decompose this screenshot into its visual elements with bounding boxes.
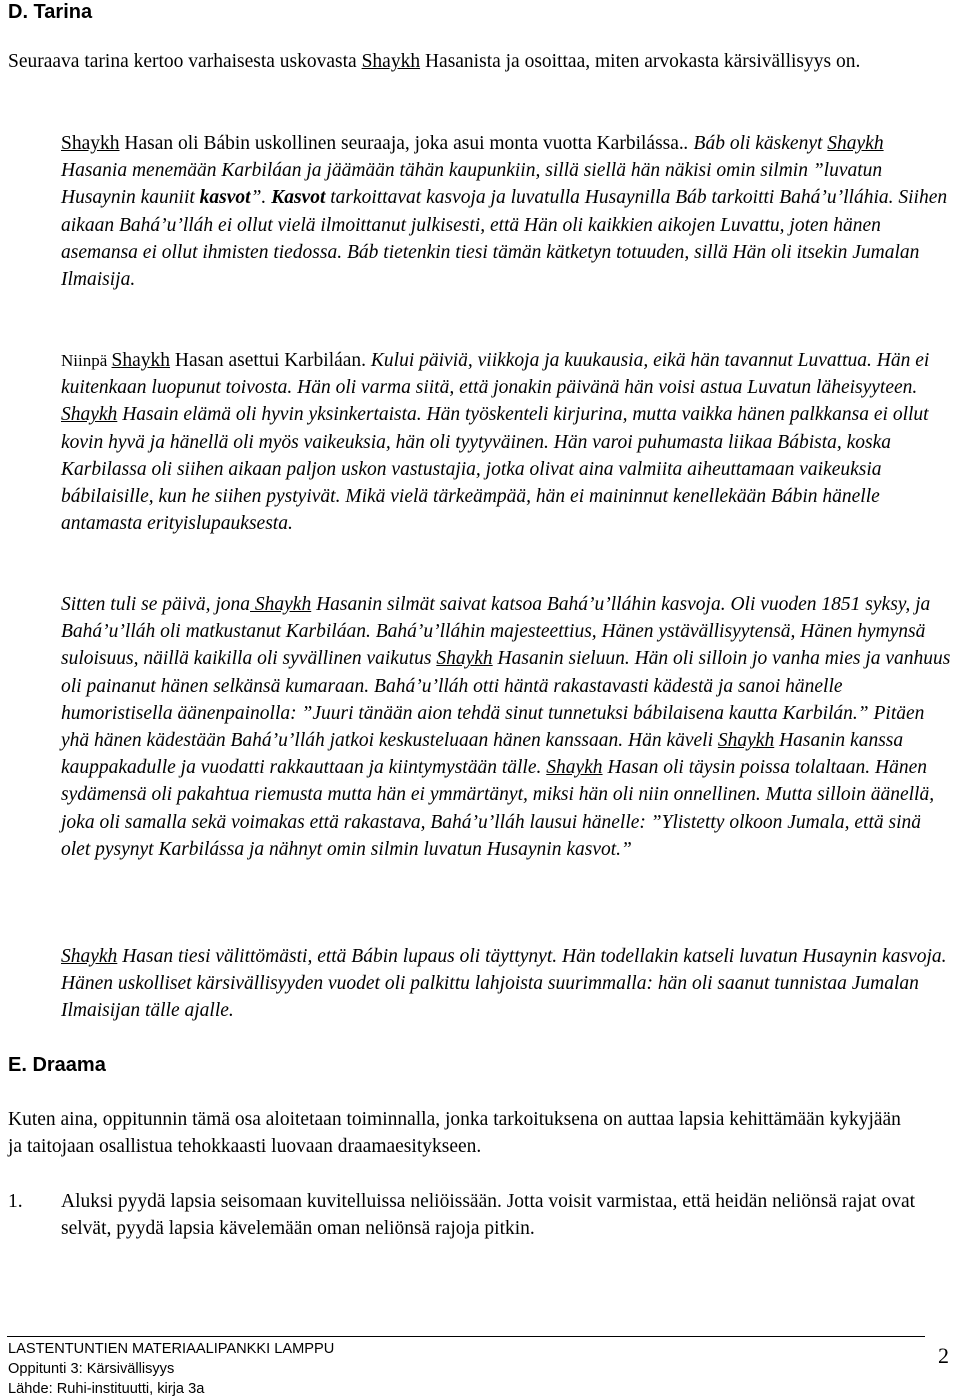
text-run: Shaykh — [61, 946, 118, 967]
text-run: Shaykh — [717, 730, 775, 752]
text-run: Hasan tiesi välittömästi, että Bábin lupaus oli täyttynyt. Hän todellakin katseli luvatun Husaynin kasvoja. Hänen uskolliset kärsivällisyyden vuodet oli palkittu lahjoista suurimmalla: hän oli saanut tunnistaa Jumalan Ilmaisijan tälle ajalle. — [61, 946, 947, 1022]
text-run: Hasanin kanssa kauppakadulle ja vuodatti rakkauttaan ja kiintymystään tälle. — [61, 730, 904, 779]
drama-steps-list — [8, 1188, 948, 1242]
text-run: tarkoittavat kasvoja ja luvatulla Husaynilla Báb tarkoitti Bahá’u’lláhia. Siihen aikaan Bahá’u’lláh ei ollut vielä ilmoittanut julkisesti, että Hän oli kaikkien aikojen Luvattu, joten hänen asemansa ei ollut ihmisten tiedossa. Báb tietenkin tiesi tämän kätketyn totuuden, sillä Hän oli itsekin Jumalan Ilmaisija. — [61, 187, 948, 291]
story-intro — [8, 48, 908, 75]
text-run: Hasania menemään Karbiláan ja jäämään tähän kaupunkiin, sillä siellä hän näkisi omin silmin ”luvatun Husaynin kauniit — [61, 160, 883, 209]
text-run: Hasan asettui Karbiláan. — [170, 350, 371, 371]
text-run: Seuraava tarina kertoo varhaisesta uskovasta — [8, 51, 362, 72]
story-paragraph-3 — [61, 591, 954, 863]
story-paragraph-1 — [61, 130, 954, 293]
text-run: Hasanista ja osoittaa, miten arvokasta kärsivällisyys on. — [420, 51, 861, 72]
story-paragraph-4 — [61, 943, 954, 1025]
footer-source — [8, 1339, 334, 1399]
text-run: Shaykh — [546, 757, 603, 779]
page-number: 2 — [938, 1343, 949, 1368]
text-run: kasvot — [199, 187, 251, 209]
text-run: Shaykh — [361, 51, 421, 72]
text-run: Shaykh — [111, 350, 171, 371]
text-run: Hasanin silmät saivat katsoa Bahá’u’lláhin kasvoja. Oli vuoden 1851 syksy, ja Bahá’u’lláh oli matkustanut Karbiláan. Bahá’u’lláhin majesteettius, Hänen ystävällisyytensä, Hänen hymynsä suloisuus, näillä kaikilla oli syvällinen vaikutus — [61, 594, 931, 670]
footer-lesson: Oppitunti 3: Kärsivällisyys — [8, 1361, 175, 1377]
text-run: . Báb oli käskenyt — [683, 133, 828, 154]
text-run: Sitten tuli se päivä, jona — [61, 594, 251, 615]
text-run: Kului päiviä, viikkoja ja kuukausia, eikä hän tavannut Luvattua. Hän ei kuitenkaan luopunut toivosta. Hän oli varma siitä, että jonakin päivänä hän voisi astua Luvatun läheisyyteen. — [61, 350, 930, 399]
text-run: Shaykh — [250, 594, 312, 615]
story-paragraph-2 — [61, 347, 954, 537]
list-item-number: 1. — [8, 1191, 23, 1212]
section-e-heading: E. Draama — [8, 1054, 106, 1076]
footer-divider — [7, 1336, 925, 1337]
list-item-text: Aluksi pyydä lapsia seisomaan kuvitelluissa neliöissään. Jotta voisit varmistaa, että heidän neliönsä rajat ovat selvät, pyydä lapsia kävelemään oman neliönsä rajoja pitkin. — [61, 1191, 916, 1240]
drama-intro: Kuten aina, oppitunnin tämä osa aloitetaan toiminnalla, jonka tarkoituksena on auttaa lapsia kehittämään kykyjään ja taitojaan osallistua tehokkaasti luovaan draamaesitykseen. — [8, 1109, 901, 1158]
text-run: Shaykh — [436, 648, 493, 670]
text-run: Hasanin sieluun. Hän oli silloin jo vanha mies ja vanhuus oli painanut hänen selkänsä kumaraan. Bahá’u’lláh otti häntä rakastavasti kädestä ja sanoi hänelle humoristisella äänenpainolla: ”Juuri tänään aion tehdä sinut tunnetuksi bábilaisena kautta Karbilán.” Pitäen yhä hänen kädestään Bahá’u’lláh jatkoi keskusteluaan hänen kanssaan. Hän käveli — [61, 648, 951, 752]
footer-title: LASTENTUNTIEN MATERIAALIPANKKI LAMPPU — [8, 1341, 335, 1357]
text-run: ”. — [250, 187, 272, 209]
text-run: Shaykh — [827, 133, 884, 154]
text-run: Kasvot — [271, 187, 326, 209]
section-d-heading: D. Tarina — [8, 1, 93, 23]
text-run: Niinpä — [61, 351, 112, 370]
list-item — [8, 1188, 948, 1242]
text-run: Hasain elämä oli hyvin yksinkertaista. Hän työskenteli kirjurina, mutta vaikka hänen palkkansa ei ollut kovin hyvä ja hänellä oli myös vaikeuksia, hän oli tyytyväinen. Hän varoi puhumasta liikaa Bábista, koska Karbilassa oli siihen aikaan paljon uskon vastustajia, jotka olivat aina valmiita aiheuttamaan vaikeuksia bábilaisille, kun he siihen pystyivät. Mikä vielä tärkeämpää, hän ei maininnut kenellekään Bábin hänelle antamasta erityislupauksesta. — [61, 404, 929, 535]
text-run: Shaykh — [61, 404, 118, 426]
footer-reference: Lähde: Ruhi-instituutti, kirja 3a — [8, 1381, 205, 1397]
text-run: Hasan oli Bábin uskollinen seuraaja, joka asui monta vuotta Karbilássa. — [119, 133, 684, 154]
text-run: Shaykh — [61, 133, 120, 154]
text-run: Hasan oli täysin poissa tolaltaan. Hänen sydämensä oli pakahtua riemusta mutta hän ei ymmärtänyt, miksi hän oli niin onnellinen. Mutta silloin äänellä, joka oli samalla sekä voimakas että rakastava, Bahá’u’lláh lausui hänelle: ”Ylistetty olkoon Jumala, että sinä olet pysynyt Karbilássa ja nähnyt omin silmin luvatun Husaynin kasvot.” — [61, 757, 935, 860]
